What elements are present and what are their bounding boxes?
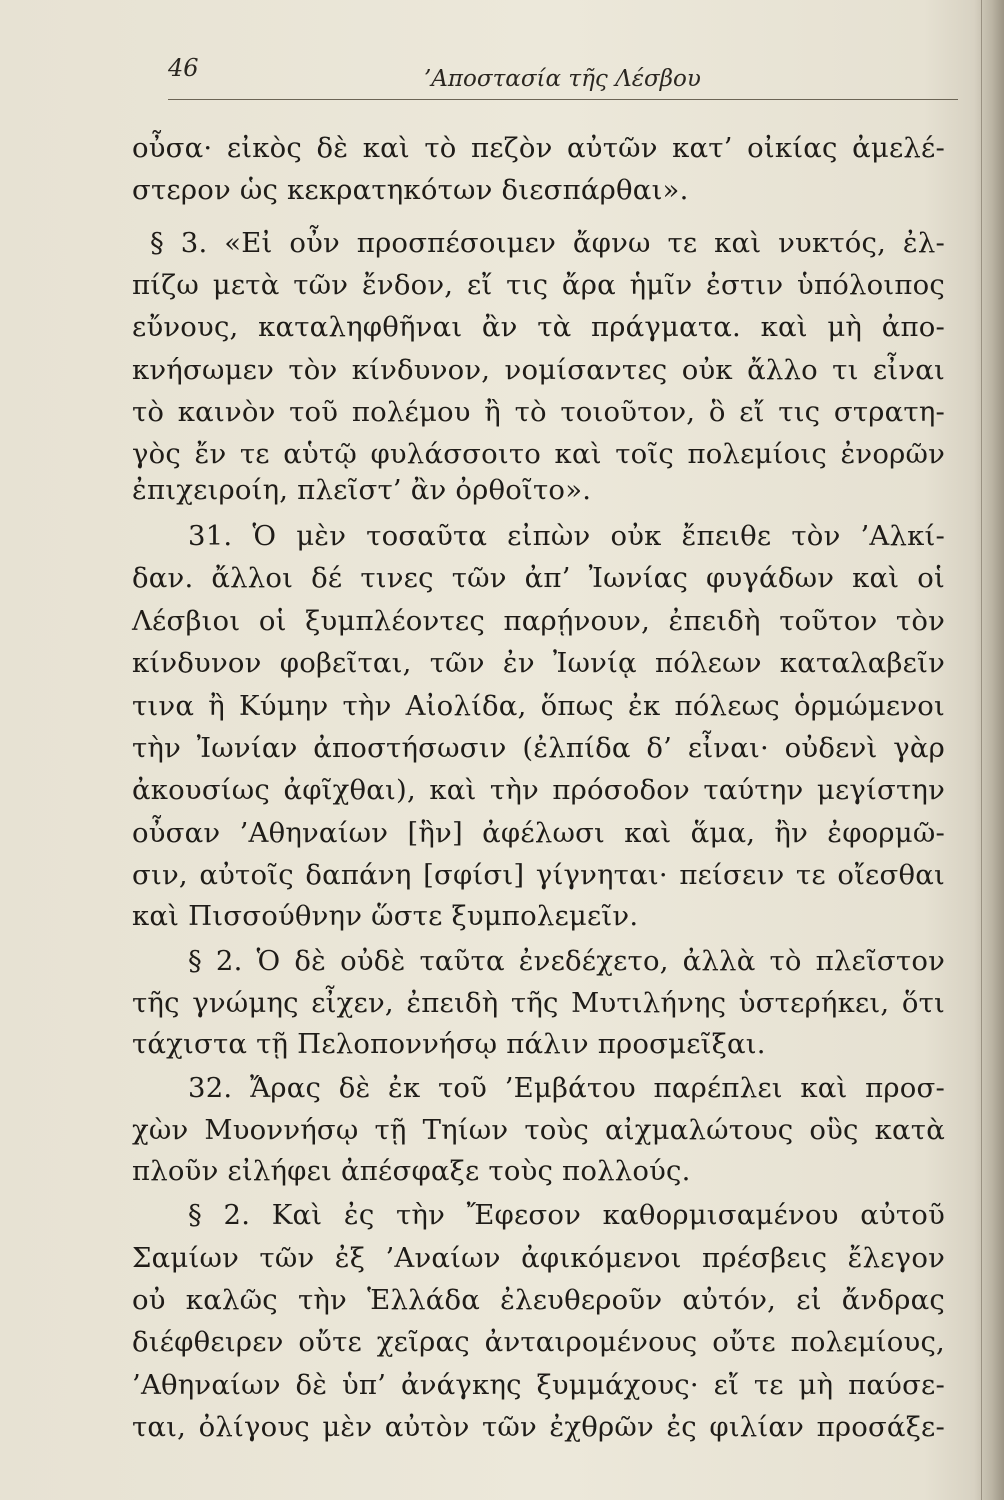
text-line: σιν, αὐτοῖς δαπάνη [σφίσι] γίγνηται· πείσειν τε οἴεσθαι bbox=[132, 859, 945, 891]
text-line: χὼν Μυοννήσῳ τῇ Τηίων τοὺς αἰχμαλώτους οὓς κατὰ bbox=[132, 1114, 945, 1146]
text-line: πλοῦν εἰλήφει ἀπέσφαξε τοὺς πολλούς. bbox=[132, 1155, 691, 1187]
text-line: τινα ἢ Κύμην τὴν Αἰολίδα, ὅπως ἐκ πόλεως ὁρμώμενοι bbox=[132, 690, 945, 722]
page-header bbox=[168, 54, 958, 98]
page-number: 46 bbox=[168, 54, 199, 82]
text-line: κίνδυνον φοβεῖται, τῶν ἐν Ἰωνίᾳ πόλεων καταλαβεῖν bbox=[132, 647, 945, 679]
page-gutter-shadow bbox=[974, 0, 1004, 1500]
text-line: πίζω μετὰ τῶν ἔνδον, εἴ τις ἄρα ἡμῖν ἐστιν ὑπόλοιπος bbox=[132, 269, 945, 301]
header-rule bbox=[168, 99, 958, 100]
text-line: γὸς ἔν τε αὑτῷ φυλάσσοιτο καὶ τοῖς πολεμίοις ἐνορῶν bbox=[132, 438, 945, 470]
text-line: στερον ὡς κεκρατηκότων διεσπάρθαι». bbox=[132, 174, 689, 206]
text-line: § 2. Καὶ ἐς τὴν Ἔφεσον καθορμισαμένου αὐτοῦ bbox=[188, 1199, 945, 1231]
text-line: κνήσωμεν τὸν κίνδυνον, νομίσαντες οὐκ ἄλλο τι εἶναι bbox=[132, 354, 945, 386]
text-line: τὸ καινὸν τοῦ πολέμου ἢ τὸ τοιοῦτον, ὃ εἴ τις στρατη- bbox=[132, 396, 945, 428]
text-line: § 2. Ὁ δὲ οὐδὲ ταῦτα ἐνεδέχετο, ἀλλὰ τὸ πλεῖστον bbox=[188, 945, 945, 977]
text-line: τὴν Ἰωνίαν ἀποστήσωσιν (ἐλπίδα δ’ εἶναι· οὐδενὶ γὰρ bbox=[132, 732, 945, 764]
text-line: 31. Ὁ μὲν τοσαῦτα εἰπὼν οὐκ ἔπειθε τὸν ’Αλκί- bbox=[188, 520, 945, 552]
text-line: εὔνους, καταληφθῆναι ἂν τὰ πράγματα. καὶ μὴ ἀπο- bbox=[132, 311, 945, 343]
text-line: καὶ Πισσούθνην ὥστε ξυμπολεμεῖν. bbox=[132, 900, 639, 932]
text-line: ἀκουσίως ἀφῖχθαι), καὶ τὴν πρόσοδον ταύτην μεγίστην bbox=[132, 774, 945, 806]
text-line: ’Αθηναίων δὲ ὑπ’ ἀνάγκης ξυμμάχους· εἴ τε μὴ παύσε- bbox=[132, 1369, 945, 1401]
text-line: § 3. «Εἰ οὖν προσπέσοιμεν ἄφνω τε καὶ νυκτός, ἐλ- bbox=[150, 227, 945, 259]
text-line: διέφθειρεν οὔτε χεῖρας ἀνταιρομένους οὔτε πολεμίους, bbox=[132, 1326, 945, 1358]
running-head: ’Αποστασία τῆς Λέσβου bbox=[424, 66, 701, 92]
text-line: τάχιστα τῇ Πελοποννήσῳ πάλιν προσμεῖξαι. bbox=[132, 1028, 766, 1060]
text-line: οὖσα· εἰκὸς δὲ καὶ τὸ πεζὸν αὐτῶν κατ’ οἰκίας ἀμελέ- bbox=[132, 132, 945, 164]
text-line: Λέσβιοι οἱ ξυμπλέοντες παρῄνουν, ἐπειδὴ τοῦτον τὸν bbox=[132, 605, 945, 637]
page-edge-line bbox=[981, 0, 982, 1500]
text-line: ται, ὀλίγους μὲν αὐτὸν τῶν ἐχθρῶν ἐς φιλίαν προσάξε- bbox=[132, 1411, 945, 1443]
text-line: τῆς γνώμης εἶχεν, ἐπειδὴ τῆς Μυτιλήνης ὑστερήκει, ὅτι bbox=[132, 987, 945, 1019]
text-line: οὖσαν ’Αθηναίων [ἣν] ἀφέλωσι καὶ ἅμα, ἢν ἐφορμῶ- bbox=[132, 817, 945, 849]
text-line: 32. Ἄρας δὲ ἐκ τοῦ ’Εμβάτου παρέπλει καὶ προσ- bbox=[188, 1072, 945, 1104]
text-line: Σαμίων τῶν ἐξ ’Αναίων ἀφικόμενοι πρέσβεις ἔλεγον bbox=[132, 1242, 945, 1274]
text-line: ἐπιχειροίη, πλεῖστ’ ἂν ὀρθοῖτο». bbox=[132, 474, 592, 506]
text-line: οὐ καλῶς τὴν Ἑλλάδα ἐλευθεροῦν αὐτόν, εἰ ἄνδρας bbox=[132, 1284, 945, 1316]
text-line: δαν. ἄλλοι δέ τινες τῶν ἀπ’ Ἰωνίας φυγάδων καὶ οἱ bbox=[132, 562, 945, 594]
